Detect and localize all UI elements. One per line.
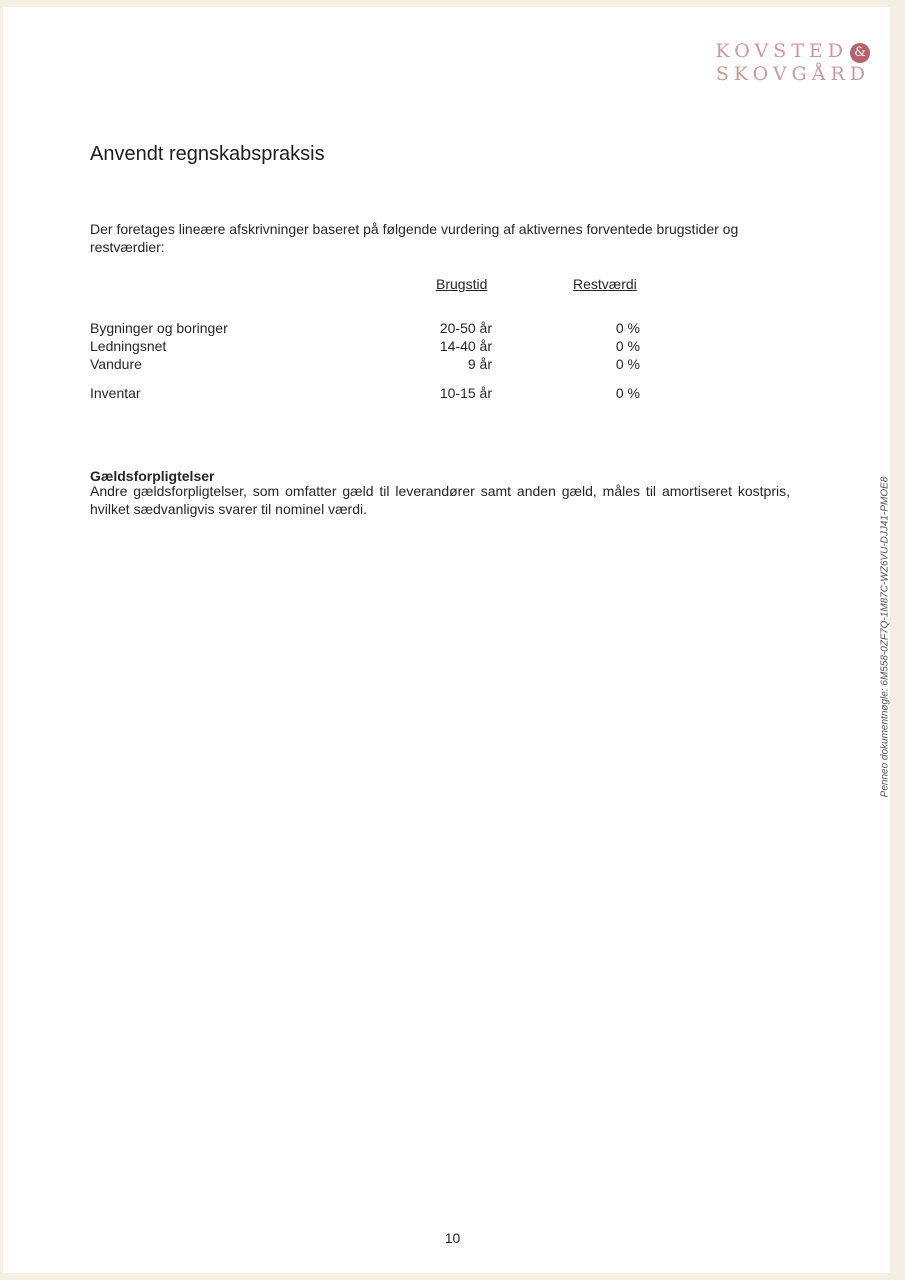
table-row	[0, 385, 700, 403]
section-title-debt: Gældsforpligtelser	[90, 468, 215, 484]
table-row	[0, 356, 700, 374]
document-page	[3, 7, 890, 1273]
row-label: Bygninger og boringer	[90, 320, 228, 336]
row-residual: 0 %	[615, 338, 640, 354]
page-title: Anvendt regnskabspraksis	[90, 143, 325, 165]
intro-paragraph: Der foretages lineære afskrivninger baseret på følgende vurdering af aktivernes forventede brugstider og restværdier:	[90, 221, 739, 255]
row-residual: 0 %	[615, 356, 640, 372]
row-residual: 0 %	[615, 320, 640, 336]
column-header-residual: Restværdi	[573, 276, 637, 292]
table-row	[0, 338, 700, 356]
row-label: Vandure	[90, 356, 142, 372]
page-number: 10	[444, 1230, 461, 1246]
section-body-debt: Andre gældsforpligtelser, som omfatter gæld til leverandører samt anden gæld, måles til amortiseret kostpris, hvilket sædvanligvis svarer til nominel værdi.	[90, 483, 790, 517]
logo-ampersand-icon: &	[850, 43, 870, 63]
row-residual: 0 %	[615, 385, 640, 401]
logo-line-2: SKOVGÅRD	[715, 63, 870, 85]
row-life: 9 år	[467, 356, 492, 372]
row-life: 20-50 år	[439, 320, 492, 336]
company-logo	[716, 40, 870, 85]
signature-document-key: Penneo dokumentnøgle: 6M558-0ZF7Q-1M87C-WZ6VU-DJJ41-PMOE8	[879, 476, 891, 798]
logo-line-1: KOVSTED	[715, 40, 848, 62]
row-label: Inventar	[90, 385, 141, 401]
table-row	[0, 320, 700, 338]
row-life: 14-40 år	[439, 338, 492, 354]
column-header-life: Brugstid	[436, 276, 488, 292]
row-life: 10-15 år	[439, 385, 492, 401]
row-label: Ledningsnet	[90, 338, 167, 354]
